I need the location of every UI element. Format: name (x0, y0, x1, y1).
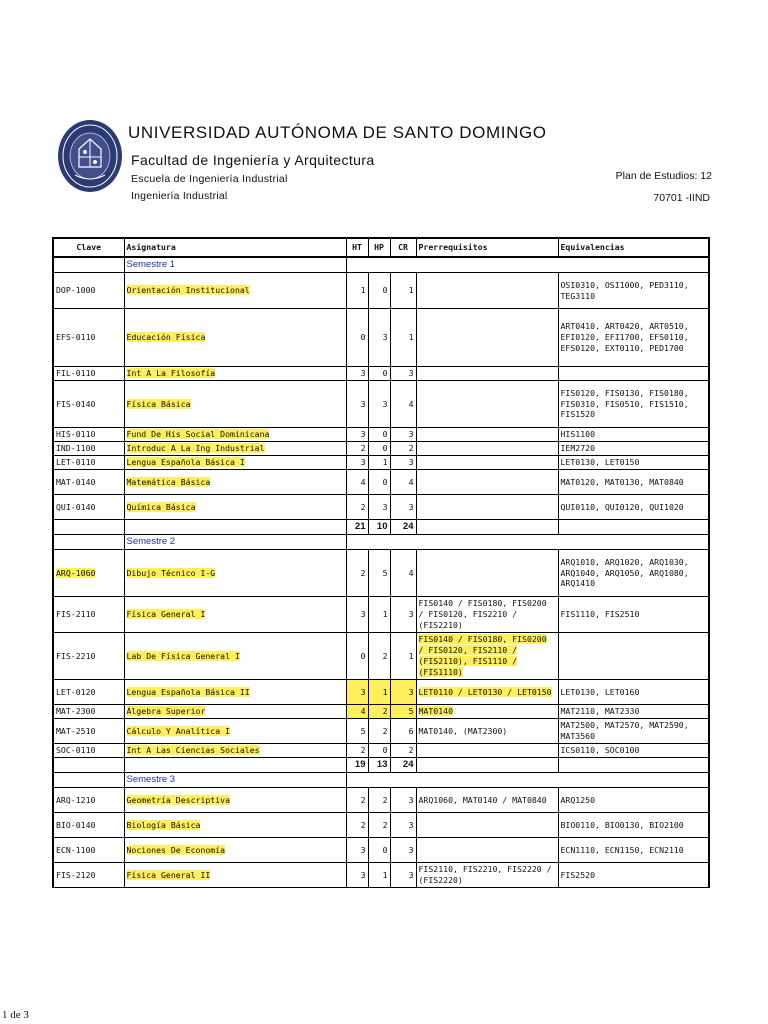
course-name (124, 680, 346, 705)
course-name (124, 813, 346, 838)
course-hp: 0 (368, 367, 390, 381)
course-hp: 0 (368, 744, 390, 758)
course-name-text: Cálculo Y Analítica I (126, 725, 231, 736)
course-name (124, 309, 346, 367)
course-cr: 3 (390, 456, 416, 470)
course-prerequisites (416, 719, 558, 744)
totals-spacer (124, 520, 346, 535)
col-header-asignatura: Asignatura (124, 238, 346, 257)
course-prerequisites (416, 705, 558, 719)
course-name-text: Int A Las Ciencias Sociales (126, 745, 260, 756)
course-cr: 1 (390, 273, 416, 309)
course-hp: 3 (368, 495, 390, 520)
totals-spacer (558, 520, 709, 535)
table-row (53, 705, 709, 719)
course-prerequisites (416, 633, 558, 680)
course-ht: 3 (346, 838, 368, 863)
table-row (53, 470, 709, 495)
course-cr: 3 (390, 813, 416, 838)
course-cr: 3 (390, 788, 416, 813)
course-hp: 0 (368, 428, 390, 442)
course-code (53, 744, 124, 758)
page-number: 1 de 3 (2, 1009, 29, 1021)
course-prerequisites-text: ARQ1060, MAT0140 / MAT0840 (418, 794, 547, 805)
university-name: UNIVERSIDAD AUTÓNOMA DE SANTO DOMINGO (128, 123, 547, 142)
course-name-text: Lengua Española Básica I (126, 457, 245, 468)
course-name-text: Orientación Institucional (126, 285, 250, 296)
course-equivalences: HIS1100 (558, 428, 709, 442)
course-hp: 3 (368, 381, 390, 428)
course-name (124, 367, 346, 381)
course-prerequisites (416, 442, 558, 456)
course-equivalences: FIS1110, FIS2510 (558, 597, 709, 633)
course-cr: 2 (390, 744, 416, 758)
course-ht: 2 (346, 442, 368, 456)
course-name (124, 442, 346, 456)
course-name-text: Int A La Filosofía (126, 368, 216, 379)
course-equivalences: IEM2720 (558, 442, 709, 456)
course-prerequisites (416, 367, 558, 381)
course-name (124, 863, 346, 888)
table-row (53, 788, 709, 813)
course-name-text: Física General II (126, 869, 211, 880)
semester-spacer (53, 257, 124, 273)
course-name-text: Matemática Básica (126, 476, 211, 487)
course-code-text: MAT-0140 (56, 476, 96, 487)
table-row (53, 633, 709, 680)
totals-spacer (416, 758, 558, 773)
course-ht: 0 (346, 633, 368, 680)
course-prerequisites (416, 744, 558, 758)
course-name-text: Fund De His Social Dominicana (126, 429, 270, 440)
course-cr: 4 (390, 470, 416, 495)
course-code (53, 597, 124, 633)
course-equivalences: ECN1110, ECN1150, ECN2110 (558, 838, 709, 863)
course-code (53, 719, 124, 744)
course-prerequisites (416, 381, 558, 428)
course-prerequisites (416, 456, 558, 470)
course-prerequisites (416, 309, 558, 367)
course-ht: 4 (346, 705, 368, 719)
course-prerequisites-text: LET0110 / LET0130 / LET0150 (418, 686, 552, 697)
course-prerequisites (416, 597, 558, 633)
course-equivalences: LET0130, LET0160 (558, 680, 709, 705)
course-name (124, 838, 346, 863)
course-name (124, 719, 346, 744)
course-code-text: DOP-1000 (56, 285, 96, 296)
course-ht: 3 (346, 456, 368, 470)
course-equivalences: FIS0120, FIS0130, FIS0180, FIS0310, FIS0510, FIS1510, FIS1520 (558, 381, 709, 428)
course-ht: 2 (346, 744, 368, 758)
course-name-text: Física General I (126, 609, 206, 620)
course-name-text: Nociones De Economía (126, 844, 226, 855)
course-name-text: Introduc A La Ing Industrial (126, 443, 265, 454)
totals-spacer (558, 758, 709, 773)
table-row (53, 273, 709, 309)
table-row (53, 456, 709, 470)
totals-spacer (416, 520, 558, 535)
course-name-text: Biología Básica (126, 819, 201, 830)
course-code-text: MAT-2300 (56, 706, 96, 717)
course-name (124, 633, 346, 680)
course-name (124, 597, 346, 633)
course-prerequisites (416, 788, 558, 813)
course-prerequisites (416, 550, 558, 597)
course-prerequisites-text: FIS2110, FIS2210, FIS2220 / (FIS2220) (418, 864, 552, 885)
course-cr: 3 (390, 367, 416, 381)
course-ht: 3 (346, 428, 368, 442)
course-name (124, 495, 346, 520)
course-cr: 3 (390, 428, 416, 442)
course-ht: 3 (346, 381, 368, 428)
course-ht: 3 (346, 597, 368, 633)
plan-label: Plan de Estudios: 12 (615, 170, 712, 182)
course-equivalences: ARQ1250 (558, 788, 709, 813)
semester-fill (346, 773, 709, 788)
total-cr: 24 (390, 520, 416, 535)
course-prerequisites (416, 470, 558, 495)
course-prerequisites (416, 863, 558, 888)
course-equivalences: MAT0120, MAT0130, MAT0840 (558, 470, 709, 495)
course-ht: 3 (346, 863, 368, 888)
course-name (124, 744, 346, 758)
course-ht: 5 (346, 719, 368, 744)
course-cr: 3 (390, 597, 416, 633)
course-name-text: Química Básica (126, 501, 196, 512)
course-ht: 3 (346, 367, 368, 381)
course-ht: 2 (346, 550, 368, 597)
table-row (53, 744, 709, 758)
course-cr: 1 (390, 633, 416, 680)
course-code (53, 813, 124, 838)
course-hp: 1 (368, 863, 390, 888)
course-ht: 1 (346, 273, 368, 309)
totals-row (53, 758, 709, 773)
course-code (53, 309, 124, 367)
course-hp: 5 (368, 550, 390, 597)
course-code-text: MAT-2510 (56, 725, 96, 736)
course-cr: 4 (390, 550, 416, 597)
course-prerequisites (416, 680, 558, 705)
course-code-text: EFS-0110 (56, 332, 96, 343)
total-ht: 19 (346, 758, 368, 773)
course-name-text: Física Básica (126, 398, 191, 409)
course-equivalences: ARQ1010, ARQ1020, ARQ1030, ARQ1040, ARQ1050, ARQ1080, ARQ1410 (558, 550, 709, 597)
table-row (53, 597, 709, 633)
course-hp: 0 (368, 442, 390, 456)
course-code (53, 495, 124, 520)
semester-label: Semestre 1 (124, 257, 346, 273)
course-ht: 2 (346, 495, 368, 520)
course-hp: 2 (368, 719, 390, 744)
course-name-text: Dibujo Técnico I-G (126, 567, 216, 578)
course-equivalences (558, 633, 709, 680)
course-ht: 2 (346, 813, 368, 838)
faculty-name: Facultad de Ingeniería y Arquitectura (131, 152, 375, 168)
course-cr: 4 (390, 381, 416, 428)
course-code (53, 838, 124, 863)
semester-spacer (53, 535, 124, 550)
course-code (53, 367, 124, 381)
table-header-row (53, 238, 709, 257)
course-hp: 1 (368, 456, 390, 470)
course-prerequisites (416, 495, 558, 520)
course-equivalences: QUI0110, QUI0120, QUI1020 (558, 495, 709, 520)
col-header-prerrequisitos: Prerrequisitos (416, 238, 558, 257)
semester-row (53, 773, 709, 788)
course-code-text: LET-0110 (56, 457, 96, 468)
course-name (124, 788, 346, 813)
table-row (53, 428, 709, 442)
course-equivalences: MAT2110, MAT2330 (558, 705, 709, 719)
table-row (53, 495, 709, 520)
course-prerequisites (416, 428, 558, 442)
course-prerequisites (416, 838, 558, 863)
table-row (53, 813, 709, 838)
course-cr: 3 (390, 495, 416, 520)
course-name (124, 550, 346, 597)
col-header-hp: HP (368, 238, 390, 257)
course-cr: 5 (390, 705, 416, 719)
course-equivalences: FIS2520 (558, 863, 709, 888)
course-code (53, 788, 124, 813)
course-hp: 2 (368, 633, 390, 680)
course-code (53, 442, 124, 456)
semester-fill (346, 535, 709, 550)
course-code-text: BIO-0140 (56, 819, 96, 830)
course-name-text: Educación Física (126, 332, 206, 343)
total-hp: 10 (368, 520, 390, 535)
course-code (53, 428, 124, 442)
course-hp: 0 (368, 273, 390, 309)
col-header-cr: CR (390, 238, 416, 257)
course-cr: 3 (390, 863, 416, 888)
course-cr: 6 (390, 719, 416, 744)
course-equivalences (558, 367, 709, 381)
table-row (53, 863, 709, 888)
course-code-text: FIL-0110 (56, 368, 96, 379)
col-header-clave: Clave (53, 238, 124, 257)
table-row (53, 680, 709, 705)
course-equivalences: BIO0110, BIO0130, BIO2100 (558, 813, 709, 838)
course-name (124, 470, 346, 495)
course-cr: 3 (390, 838, 416, 863)
course-hp: 1 (368, 597, 390, 633)
school-name: Escuela de Ingeniería Industrial (131, 173, 288, 185)
course-name-text: Lab De Física General I (126, 650, 240, 661)
plan-code: 70701 -IIND (653, 192, 710, 204)
course-hp: 0 (368, 838, 390, 863)
course-code (53, 550, 124, 597)
table-row (53, 719, 709, 744)
course-code (53, 863, 124, 888)
course-code-text: ECN-1100 (56, 844, 96, 855)
table-row (53, 838, 709, 863)
semester-label: Semestre 3 (124, 773, 346, 788)
course-name (124, 381, 346, 428)
course-prerequisites-text: FIS0140 / FIS0180, FIS0200 / FIS0120, FIS2110 / (FIS2110), FIS1110 / (FIS1110) (418, 634, 547, 677)
course-hp: 3 (368, 309, 390, 367)
course-cr: 3 (390, 680, 416, 705)
course-name-text: Álgebra Superior (126, 706, 206, 717)
course-name-text: Lengua Española Básica II (126, 686, 250, 697)
col-header-equivalencias: Equivalencias (558, 238, 709, 257)
course-equivalences: LET0130, LET0150 (558, 456, 709, 470)
total-hp: 13 (368, 758, 390, 773)
course-hp: 2 (368, 788, 390, 813)
study-plan-table (52, 237, 710, 888)
course-name (124, 273, 346, 309)
course-code-text: IND-1100 (56, 443, 96, 454)
course-code-text: LET-0120 (56, 686, 96, 697)
course-ht: 3 (346, 680, 368, 705)
semester-spacer (53, 773, 124, 788)
course-hp: 1 (368, 680, 390, 705)
course-prerequisites-text: FIS0140 / FIS0180, FIS0200 / FIS0120, FIS2210 / (FIS2210) (418, 598, 547, 630)
course-hp: 0 (368, 470, 390, 495)
total-ht: 21 (346, 520, 368, 535)
course-hp: 2 (368, 705, 390, 719)
course-name (124, 456, 346, 470)
course-code-text: FIS-0140 (56, 398, 96, 409)
course-code (53, 273, 124, 309)
course-ht: 0 (346, 309, 368, 367)
course-prerequisites-text: MAT0140 (418, 706, 454, 717)
course-prerequisites-text: MAT0140, (MAT2300) (418, 725, 508, 736)
semester-label: Semestre 2 (124, 535, 346, 550)
table-row (53, 381, 709, 428)
course-code-text: ARQ-1060 (56, 567, 96, 578)
col-header-ht: HT (346, 238, 368, 257)
course-code (53, 705, 124, 719)
course-name (124, 428, 346, 442)
course-code-text: FIS-2120 (56, 869, 96, 880)
totals-spacer (53, 520, 124, 535)
table-row (53, 367, 709, 381)
course-cr: 1 (390, 309, 416, 367)
totals-spacer (124, 758, 346, 773)
course-prerequisites (416, 813, 558, 838)
course-code (53, 680, 124, 705)
course-prerequisites (416, 273, 558, 309)
university-seal-logo (57, 119, 123, 193)
course-ht: 2 (346, 788, 368, 813)
table-row (53, 309, 709, 367)
course-code (53, 470, 124, 495)
totals-row (53, 520, 709, 535)
course-equivalences: ICS0110, SOC0100 (558, 744, 709, 758)
semester-row (53, 535, 709, 550)
course-cr: 2 (390, 442, 416, 456)
course-ht: 4 (346, 470, 368, 495)
course-code-text: QUI-0140 (56, 501, 96, 512)
total-cr: 24 (390, 758, 416, 773)
semester-fill (346, 257, 709, 273)
course-code-text: SOC-0110 (56, 745, 96, 756)
course-code-text: FIS-2210 (56, 650, 96, 661)
course-name (124, 705, 346, 719)
course-hp: 2 (368, 813, 390, 838)
course-equivalences: ART0410, ART0420, ART0510, EFI0120, EFI1700, EFS0110, EFS0120, EXT0110, PED1700 (558, 309, 709, 367)
course-code-text: FIS-2110 (56, 609, 96, 620)
course-code-text: HIS-0110 (56, 429, 96, 440)
table-row (53, 442, 709, 456)
career-name: Ingeniería Industrial (131, 190, 228, 202)
course-equivalences: OSI0310, OSI1000, PED3110, TEG3110 (558, 273, 709, 309)
course-code-text: ARQ-1210 (56, 794, 96, 805)
semester-row (53, 257, 709, 273)
course-name-text: Geometría Descriptiva (126, 794, 231, 805)
totals-spacer (53, 758, 124, 773)
course-equivalences: MAT2500, MAT2570, MAT2590, MAT3560 (558, 719, 709, 744)
course-code (53, 633, 124, 680)
table-row (53, 550, 709, 597)
course-code (53, 381, 124, 428)
course-code (53, 456, 124, 470)
